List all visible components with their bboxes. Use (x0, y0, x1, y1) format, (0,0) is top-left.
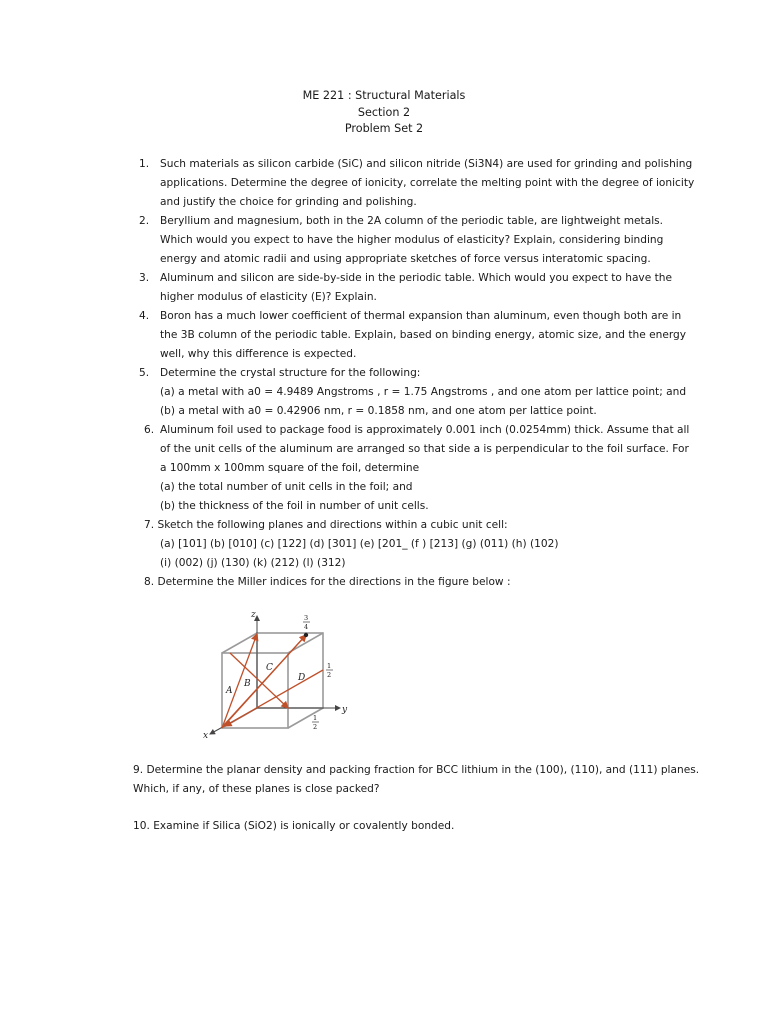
direction-C-label: C (266, 663, 273, 673)
direction-A-label: A (226, 686, 233, 696)
question-text-line: Such materials as silicon carbide (SiC) and silicon nitride (Si3N4) are used for grinding and polishing (160, 158, 693, 170)
problem-set-label: Problem Set 2 (344, 122, 424, 135)
question-text-line: (i) (002) (j) (130) (k) (212) (l) (312) (160, 556, 346, 569)
unit-cell-figure (200, 608, 360, 740)
question-text-line: 10. Examine if Silica (SiO2) is ionically or covalently bonded. (133, 820, 455, 832)
document-header (0, 88, 768, 138)
question-text-line: (b) a metal with a0 = 0.42906 nm, r = 0.1858 nm, and one atom per lattice point. (160, 404, 597, 417)
question-text-line: applications. Determine the degree of ionicity, correlate the melting point with the degree of ionicity (160, 176, 695, 189)
direction-A-arrow (222, 634, 257, 728)
section-label: Section 2 (357, 105, 411, 119)
question-text-line: (a) [101] (b) [010] (c) [122] (d) [301] (e) [201_ (f ) [213] (g) (011) (h) (102) (160, 537, 559, 550)
question-number: 5. (139, 367, 150, 379)
direction-B-label: B (244, 679, 251, 689)
fraction-denominator: 4 (304, 623, 309, 631)
question-text-line: the 3B column of the periodic table. Explain, based on binding energy, atomic size, and the energy (160, 328, 687, 341)
z-axis-label: z (251, 610, 256, 620)
point-marker (304, 633, 308, 637)
y-axis-label: y (342, 705, 348, 715)
question-number: 3. (139, 272, 150, 284)
direction-B-shaft (224, 635, 306, 725)
fraction-denominator: 2 (313, 723, 318, 731)
course-title: ME 221 : Structural Materials (302, 89, 466, 102)
question-text-line: and justify the choice for grinding and polishing. (160, 195, 417, 208)
question-9 (133, 761, 699, 799)
question-text-line: (b) the thickness of the foil in number of unit cells. (160, 499, 429, 512)
question-number: 1. (139, 158, 150, 170)
question-7 (144, 516, 559, 573)
question-text-line: Which, if any, of these planes is close packed? (133, 782, 380, 795)
question-text-line: 9. Determine the planar density and packing fraction for BCC lithium in the (100), (110), and (111) planes. (133, 764, 700, 776)
fraction-numerator: 1 (327, 662, 332, 670)
question-text-line: 7. Sketch the following planes and directions within a cubic unit cell: (144, 519, 508, 531)
question-text-line: 8. Determine the Miller indices for the directions in the figure below : (144, 576, 511, 588)
question-number: 2. (139, 215, 150, 227)
question-text-line: Boron has a much lower coefficient of thermal expansion than aluminum, even though both are in (160, 310, 682, 322)
direction-D-label: D (298, 673, 306, 683)
question-text-line: Beryllium and magnesium, both in the 2A column of the periodic table, are lightweight metals. (160, 215, 664, 227)
question-text-line: Aluminum foil used to package food is approximately 0.001 inch (0.0254mm) thick. Assume that all (160, 424, 690, 436)
question-number: 4. (139, 310, 150, 322)
question-text-line: of the unit cells of the aluminum are arranged so that side a is perpendicular to the foil surface. For (160, 442, 689, 455)
direction-D-arrow (225, 670, 323, 726)
direction-arrows (222, 634, 323, 728)
question-text-line: higher modulus of elasticity (E)? Explain. (160, 290, 377, 303)
question-text-line: energy and atomic radii and using appropriate sketches of force versus interatomic spacing. (160, 252, 651, 265)
question-text-line: Aluminum and silicon are side-by-side in the periodic table. Which would you expect to have the (160, 272, 672, 284)
question-text-line: a 100mm x 100mm square of the foil, determine (160, 461, 420, 474)
question-text-line: Which would you expect to have the higher modulus of elasticity? Explain, considering binding (160, 233, 664, 246)
question-text-line: (a) the total number of unit cells in the foil; and (160, 480, 413, 493)
fraction-denominator: 2 (327, 671, 332, 679)
fraction-numerator: 3 (304, 614, 309, 622)
fraction-numerator: 1 (313, 714, 318, 722)
question-number: 6. (144, 424, 155, 436)
x-axis-label: x (203, 731, 209, 740)
direction-C-arrow (230, 653, 288, 708)
question-8 (144, 573, 511, 592)
question-text-line: Determine the crystal structure for the following: (160, 367, 421, 379)
cube-edges (222, 633, 323, 728)
question-10 (133, 817, 454, 836)
question-text-line: well, why this difference is expected. (160, 347, 357, 360)
question-text-line: (a) a metal with a0 = 4.9489 Angstroms , r = 1.75 Angstroms , and one atom per lattice point; and (160, 385, 687, 398)
